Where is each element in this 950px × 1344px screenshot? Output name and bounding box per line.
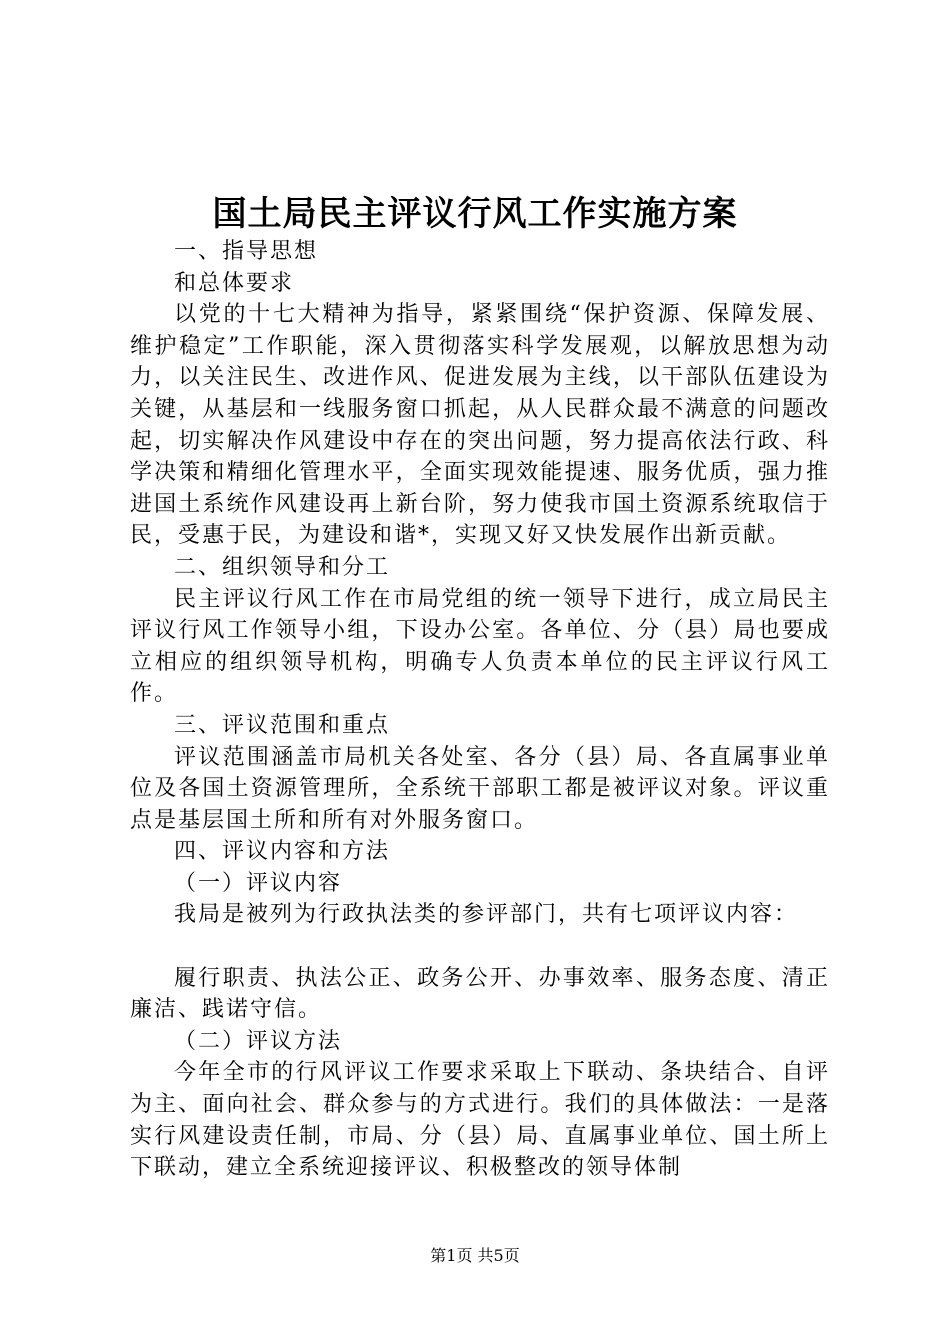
paragraph-content-intro: 我局是被列为行政执法类的参评部门，共有七项评议内容： — [174, 902, 799, 928]
paragraph-scope: 评议范围涵盖市局机关各处室、各分（县）局、各直属事业单位及各国土资源管理所，全系统干部职工都是被评议对象。评议重点是基层国土所和所有对外服务窗口。 — [130, 744, 830, 833]
paragraph-organization: 民主评议行风工作在市局党组的统一领导下进行，成立局民主评议行风工作领导小组，下设办公室。各单位、分（县）局也要成立相应的组织领导机构，明确专人负责本单位的民主评议行风工作。 — [130, 586, 830, 707]
heading-scope: 三、评议范围和重点 — [174, 712, 391, 738]
heading-organization: 二、组织领导和分工 — [174, 554, 391, 580]
subheading-content: （一）评议内容 — [174, 870, 343, 896]
paragraph-method: 今年全市的行风评议工作要求采取上下联动、条块结合、自评为主、面向社会、群众参与的方式进行。我们的具体做法：一是落实行风建设责任制，市局、分（县）局、直属事业单位、国土所上下联动，建立全系统迎接评议、积极整改的领导体制 — [130, 1060, 830, 1181]
heading-content-method: 四、评议内容和方法 — [174, 839, 391, 865]
paragraph-guiding-thought: 以党的十七大精神为指导，紧紧围绕“保护资源、保障发展、维护稳定”工作职能，深入贯彻落实科学发展观，以解放思想为动力，以关注民生、改进作风、促进发展为主线，以干部队伍建设为关键，从基层和一线服务窗口抓起，从人民群众最不满意的问题改起，切实解决作风建设中存在的突出问题，努力提高依法行政、科学决策和精细化管理水平，全面实现效能提速、服务优质，强力推进国土系统作风建设再上新台阶，努力使我市国土资源系统取信于民，受惠于民，为建设和谐*，实现又好又快发展作出新贡献。 — [130, 302, 830, 549]
document-title: 国土局民主评议行风工作实施方案 — [212, 194, 738, 234]
subheading-method: （二）评议方法 — [174, 1028, 343, 1054]
heading-general-requirements: 和总体要求 — [174, 270, 295, 296]
page-footer: 第1页 共5页 — [430, 1246, 520, 1265]
document-body — [130, 236, 830, 1184]
heading-guiding-thought: 一、指导思想 — [174, 239, 319, 264]
paragraph-content-items: 履行职责、执法公正、政务公开、办事效率、服务态度、清正廉洁、践诺守信。 — [130, 965, 830, 1023]
